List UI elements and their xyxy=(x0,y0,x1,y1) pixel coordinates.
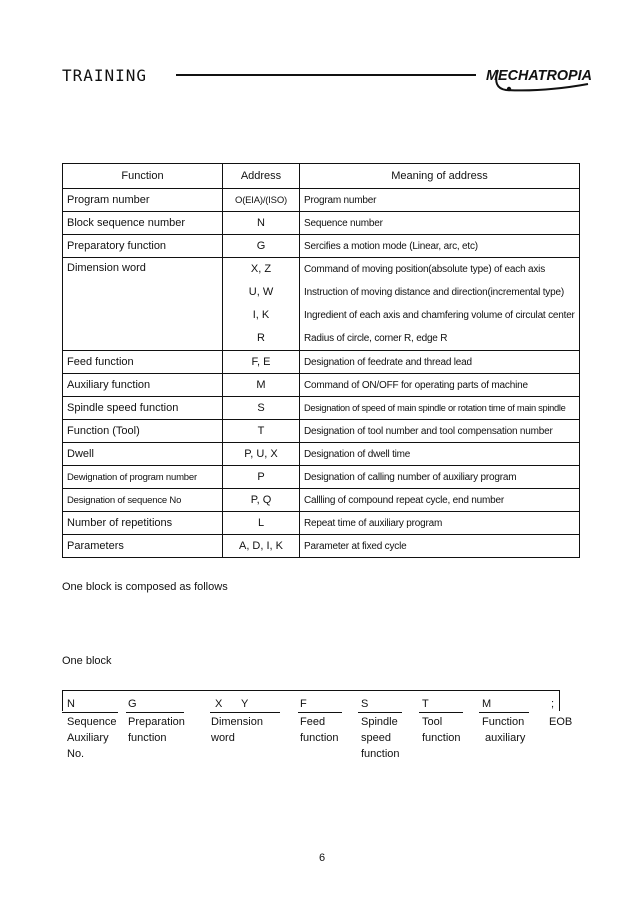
logo-text: MECHATROPIA xyxy=(486,67,592,84)
cell-meaning: Sercifies a motion mode (Linear, arc, etc) xyxy=(300,235,580,258)
cell-meaning: Parameter at fixed cycle xyxy=(300,535,580,558)
header-title: TRAINING xyxy=(62,66,148,85)
cell-function: Designation of sequence No xyxy=(63,489,223,512)
block-word-y: Y xyxy=(241,698,249,710)
cell-function: Auxiliary function xyxy=(63,374,223,397)
cell-address: N xyxy=(223,212,300,235)
block-word-x: X xyxy=(215,698,223,710)
underline-m xyxy=(479,712,529,713)
underline-f xyxy=(298,712,342,713)
underline-s xyxy=(358,712,402,713)
cell-meaning: Ingredient of each axis and chamfering volume of circulat center xyxy=(304,310,575,321)
table-row xyxy=(63,512,580,535)
cell-function: Feed function xyxy=(63,351,223,374)
col-header-address: Address xyxy=(223,164,300,189)
cell-meaning: Callling of compound repeat cycle, end number xyxy=(300,489,580,512)
table-row xyxy=(63,535,580,558)
cell-function: Function (Tool) xyxy=(63,420,223,443)
col-header-meaning: Meaning of address xyxy=(300,164,580,189)
block-word-eob: ; xyxy=(551,698,555,710)
cell-function: Block sequence number xyxy=(63,212,223,235)
block-desc-dimension: Dimension word xyxy=(211,716,263,744)
cell-function: Dewignation of program number xyxy=(63,466,223,489)
cell-function: Spindle speed function xyxy=(63,397,223,420)
table-row xyxy=(63,374,580,397)
table-row-dimension-word xyxy=(63,258,580,351)
cell-address: P, Q xyxy=(223,489,300,512)
block-word-m: M xyxy=(482,698,492,710)
note-one-block: One block xyxy=(62,655,112,667)
table-row xyxy=(63,212,580,235)
address-table xyxy=(62,163,580,558)
block-word-s: S xyxy=(361,698,369,710)
cell-function: Dimension word xyxy=(63,258,223,351)
underline-n xyxy=(62,712,118,713)
cell-address-stack xyxy=(223,258,300,351)
block-word-g: G xyxy=(128,698,137,710)
underline-xy xyxy=(210,712,280,713)
cell-meaning: Sequence number xyxy=(300,212,580,235)
cell-address: P, U, X xyxy=(223,443,300,466)
cell-address: O(EIA)/(ISO) xyxy=(223,189,300,212)
table-row xyxy=(63,351,580,374)
cell-function: Dwell xyxy=(63,443,223,466)
cell-meaning: Command of ON/OFF for operating parts of machine xyxy=(300,374,580,397)
table-row xyxy=(63,397,580,420)
cell-address: X, Z xyxy=(250,263,272,275)
block-desc-sequence: Sequence Auxiliary No. xyxy=(67,716,117,760)
mechatropia-logo xyxy=(484,58,594,98)
cell-meaning: Command of moving position(absolute type) of each axis xyxy=(304,264,545,275)
underline-t xyxy=(419,712,463,713)
note-block-composed: One block is composed as follows xyxy=(62,581,228,593)
cell-meaning: Designation of feedrate and thread lead xyxy=(300,351,580,374)
cell-meaning: Designation of dwell time xyxy=(300,443,580,466)
table-row xyxy=(63,466,580,489)
cell-function: Preparatory function xyxy=(63,235,223,258)
cell-address: R xyxy=(257,332,265,344)
cell-meaning: Designation of calling number of auxiliary program xyxy=(300,466,580,489)
block-word-n: N xyxy=(67,698,75,710)
cell-meaning: Designation of speed of main spindle or rotation time of main spindle xyxy=(300,397,580,420)
block-desc-eob: EOB xyxy=(549,716,573,728)
page-number: 6 xyxy=(319,852,326,864)
cell-address: I, K xyxy=(252,309,270,321)
table-row xyxy=(63,443,580,466)
table-row xyxy=(63,420,580,443)
block-desc-feed: Feed function xyxy=(300,716,339,744)
cell-address: T xyxy=(223,420,300,443)
block-desc-function: Function auxiliary xyxy=(482,716,526,744)
cell-meaning: Instruction of moving distance and direction(incremental type) xyxy=(304,287,564,298)
cell-function: Parameters xyxy=(63,535,223,558)
cell-address: F, E xyxy=(223,351,300,374)
table-header-row xyxy=(63,164,580,189)
cell-function: Program number xyxy=(63,189,223,212)
block-word-t: T xyxy=(422,698,429,710)
cell-meaning: Program number xyxy=(300,189,580,212)
block-desc-tool: Tool function xyxy=(422,716,461,744)
block-desc-spindle: Spindle speed function xyxy=(361,716,400,760)
block-word-f: F xyxy=(300,698,307,710)
table-row xyxy=(63,489,580,512)
table-row xyxy=(63,235,580,258)
cell-meaning: Designation of tool number and tool compensation number xyxy=(300,420,580,443)
cell-address: P xyxy=(223,466,300,489)
cell-address: M xyxy=(223,374,300,397)
cell-address: S xyxy=(223,397,300,420)
cell-meaning-stack xyxy=(300,258,580,351)
cell-meaning: Repeat time of auxiliary program xyxy=(300,512,580,535)
cell-address: L xyxy=(223,512,300,535)
cell-address: A, D, I, K xyxy=(223,535,300,558)
cell-function: Number of repetitions xyxy=(63,512,223,535)
cell-address: G xyxy=(223,235,300,258)
header-rule xyxy=(176,74,476,76)
cell-meaning: Radius of circle, corner R, edge R xyxy=(304,333,448,344)
table-row xyxy=(63,189,580,212)
col-header-function: Function xyxy=(63,164,223,189)
cell-address: U, W xyxy=(248,286,274,298)
underline-g xyxy=(126,712,184,713)
block-desc-preparation: Preparation function xyxy=(128,716,185,744)
